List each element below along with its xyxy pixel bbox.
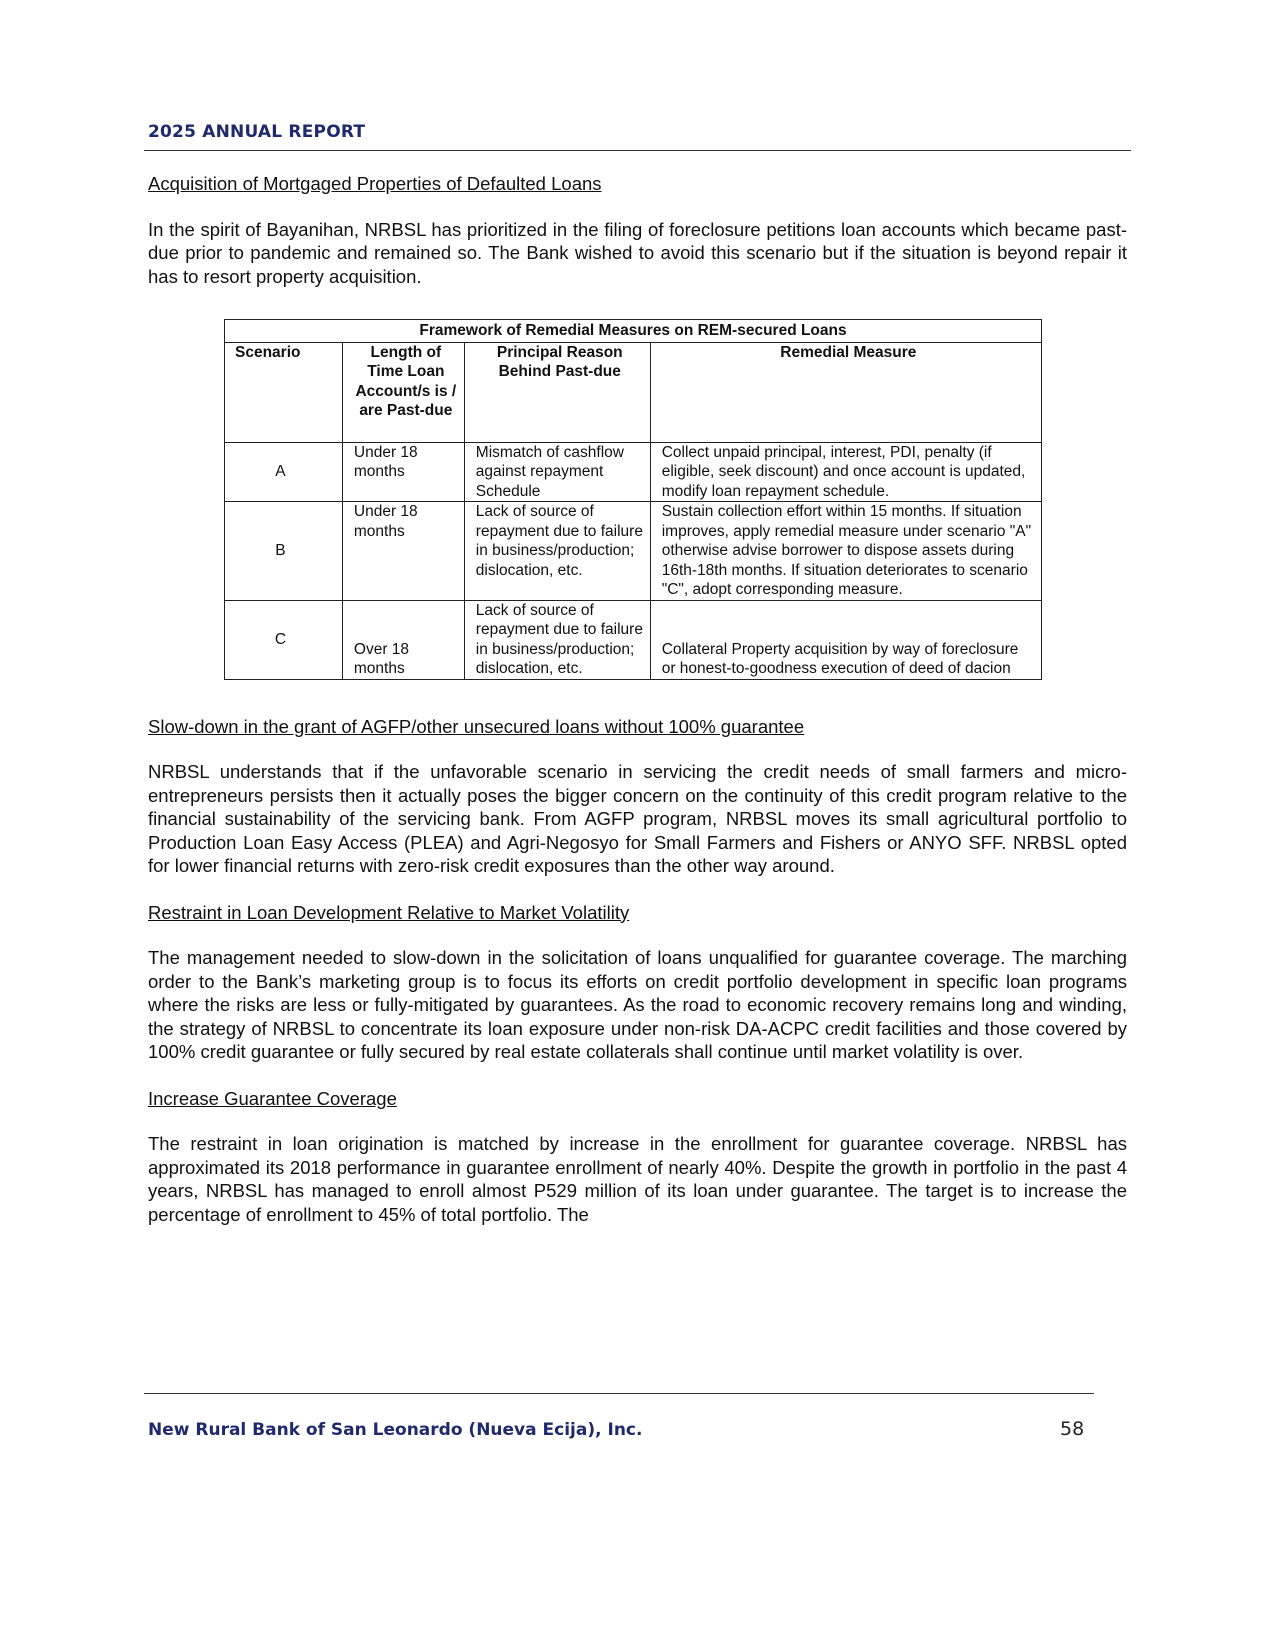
measure-cell: Sustain collection effort within 15 months. If situation improves, apply remedial measure under scenario "A" otherwise advise borrower to dispose assets during 16th-18th months. If situation deteriorates to scenario "C", adopt corresponding measure. (650, 502, 1041, 601)
reason-cell: Mismatch of cashflow against repayment Schedule (464, 442, 650, 502)
header-divider (144, 150, 1131, 151)
reason-cell: Lack of source of repayment due to failure in business/production; dislocation, etc. (464, 502, 650, 601)
column-header-length: Length of Time Loan Account/s is / are Past-due (342, 342, 464, 442)
table-row (225, 442, 1042, 502)
page-number: 58 (1060, 1418, 1085, 1440)
scenario-cell: C (225, 600, 343, 679)
remedial-measures-table-wrapper (224, 319, 1127, 680)
section-paragraph-guarantee: The restraint in loan origination is matched by increase in the enrollment for guarantee coverage. NRBSL has approximated its 2018 performance in guarantee enrollment of nearly 40%. Despite the growth in portfolio in the past 4 years, NRBSL has managed to enroll almost P529 million of its loan under guarantee. The target is to increase the percentage of enrollment to 45% of total portfolio. The (148, 1133, 1127, 1225)
footer-divider (144, 1393, 1094, 1394)
length-cell: Over 18 months (342, 600, 464, 679)
footer-bank-name: New Rural Bank of San Leonardo (Nueva Ecija), Inc. (148, 1420, 643, 1440)
table-title: Framework of Remedial Measures on REM-secured Loans (225, 320, 1042, 343)
report-title: 2025 ANNUAL REPORT (148, 122, 366, 142)
section-paragraph-acquisition: In the spirit of Bayanihan, NRBSL has prioritized in the filing of foreclosure petitions loan accounts which became past-due prior to pandemic and remained so. The Bank wished to avoid this scenario but if the situation is beyond repair it has to resort property acquisition. (148, 218, 1127, 287)
length-cell: Under 18 months (342, 502, 464, 601)
section-heading-slowdown: Slow-down in the grant of AGFP/other unsecured loans without 100% guarantee (148, 715, 805, 737)
remedial-measures-table (224, 319, 1042, 680)
column-header-scenario: Scenario (225, 342, 343, 442)
table-row (225, 502, 1042, 601)
scenario-cell: A (225, 442, 343, 502)
measure-cell: Collateral Property acquisition by way of foreclosure or honest-to-goodness execution of deed of dacion (650, 600, 1041, 679)
table-row (225, 600, 1042, 679)
section-heading-guarantee: Increase Guarantee Coverage (148, 1087, 397, 1109)
page-content (148, 172, 1127, 1249)
column-header-reason: Principal Reason Behind Past-due (464, 342, 650, 442)
length-cell: Under 18 months (342, 442, 464, 502)
section-paragraph-slowdown: NRBSL understands that if the unfavorable scenario in servicing the credit needs of small farmers and micro-entrepreneurs persists then it actually poses the bigger concern on the continuity of this credit program relative to the financial sustainability of the servicing bank. From AGFP program, NRBSL moves its small agricultural portfolio to Production Loan Easy Access (PLEA) and Agri-Negosyo for Small Farmers and Fishers or ANYO SFF. NRBSL opted for lower financial returns with zero-risk credit exposures than the other way around. (148, 761, 1127, 876)
reason-cell: Lack of source of repayment due to failure in business/production; dislocation, etc. (464, 600, 650, 679)
scenario-cell: B (225, 502, 343, 601)
column-header-measure: Remedial Measure (650, 342, 1041, 442)
section-paragraph-restraint: The management needed to slow-down in the solicitation of loans unqualified for guarantee coverage. The marching order to the Bank’s marketing group is to focus its efforts on credit portfolio development in specific loan programs where the risks are less or fully-mitigated by guarantees. As the road to economic recovery remains long and winding, the strategy of NRBSL to concentrate its loan exposure under non-risk DA-ACPC credit facilities and those covered by 100% credit guarantee or fully secured by real estate collaterals shall continue until market volatility is over. (148, 947, 1127, 1062)
section-heading-acquisition: Acquisition of Mortgaged Properties of Defaulted Loans (148, 173, 602, 194)
section-heading-restraint: Restraint in Loan Development Relative to Market Volatility (148, 901, 630, 923)
measure-cell: Collect unpaid principal, interest, PDI, penalty (if eligible, seek discount) and once account is updated, modify loan repayment schedule. (650, 442, 1041, 502)
